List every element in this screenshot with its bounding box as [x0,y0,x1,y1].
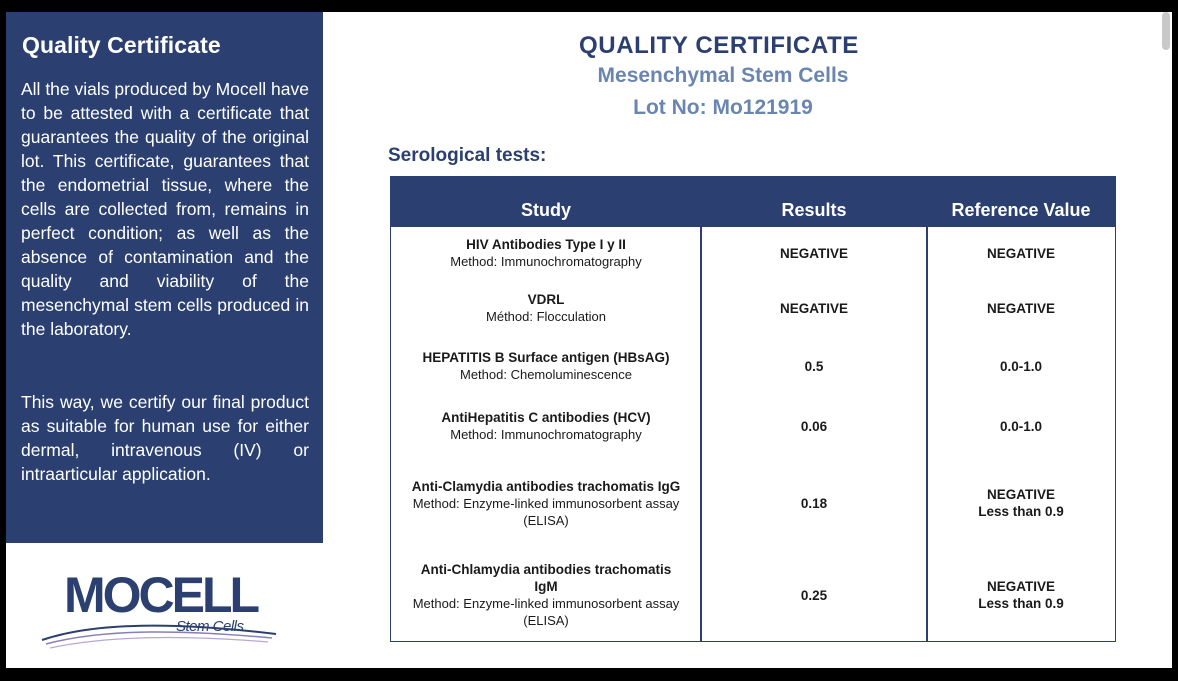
certificate-title: QUALITY CERTIFICATE [579,32,859,59]
study-method: Method: Immunochromatography [450,427,642,442]
study-method: Method: Immunochromatography [450,254,642,269]
certificate-subtitle: Mesenchymal Stem Cells [597,64,849,87]
result-value: 0.06 [800,418,828,434]
reference-value: 0.0-1.0 [999,418,1043,434]
logo-wordmark: MOCELL [64,567,258,623]
section-heading: Serological tests: [388,145,547,166]
study-method: Méthod: Flocculation [486,309,606,324]
table-header [391,177,1115,227]
reference-value: 0.0-1.0 [999,358,1043,374]
column-divider [926,177,928,641]
result-value: 0.5 [804,358,824,374]
reference-value: NEGATIVE [986,245,1055,261]
page [6,12,1172,668]
table-row [391,395,1115,457]
sidebar-title: Quality Certificate [22,32,221,58]
header-reference: Reference Value [951,200,1091,220]
sidebar-paragraph-2: This way, we certify our final product as suitable for human use for either dermal, intravenous (IV) or intraarticular application. [21,392,309,484]
header-study: Study [520,200,571,220]
study-name: VDRL [527,292,565,307]
reference-value: NEGATIVE Less than 0.9 [978,579,1064,611]
table-row [391,279,1115,337]
study-method: Method: Enzyme-linked immunosorbent assay (ELISA) [412,596,680,628]
logo-tagline: Stem Cells [176,618,244,635]
study-name: Anti-Clamydia antibodies trachomatis IgG [411,478,681,494]
sidebar-paragraph-1: All the vials produced by Mocell have to be attested with a certificate that guarantees the quality of the original lot. This certificate, guarantees that the endometrial tissue, where the cells are collected from, remains in perfect condition; as well as the absence of contamination and the quality and viability of the mesenchymal stem cells produced in the laboratory. [21,79,309,339]
serological-table [390,176,1116,642]
result-value: NEGATIVE [779,245,848,261]
result-value: 0.25 [800,587,828,603]
study-method: Method: Chemoluminescence [460,367,632,382]
result-value: NEGATIVE [779,300,848,316]
reference-value: NEGATIVE Less than 0.9 [978,487,1064,519]
result-value: 0.18 [800,495,828,511]
reference-value: NEGATIVE [986,300,1055,316]
column-divider [700,177,702,641]
table-row [391,549,1115,641]
info-sidebar [6,12,323,543]
study-name: HIV Antibodies Type I y II [466,237,626,252]
table-row [391,457,1115,549]
header-results: Results [781,200,847,220]
study-name: HEPATITIS B Surface antigen (HBsAG) [422,350,670,365]
table-row [391,227,1115,279]
lot-number: Lot No: Mo121919 [633,96,813,119]
study-method: Method: Enzyme-linked immunosorbent assay (ELISA) [412,495,680,528]
study-name: AntiHepatitis C antibodies (HCV) [441,410,651,425]
scrollbar-thumb[interactable] [1162,12,1170,50]
mocell-logo [36,552,286,662]
study-name: Anti-Chlamydia antibodies trachomatis IgM [420,562,672,594]
table-row [391,337,1115,395]
